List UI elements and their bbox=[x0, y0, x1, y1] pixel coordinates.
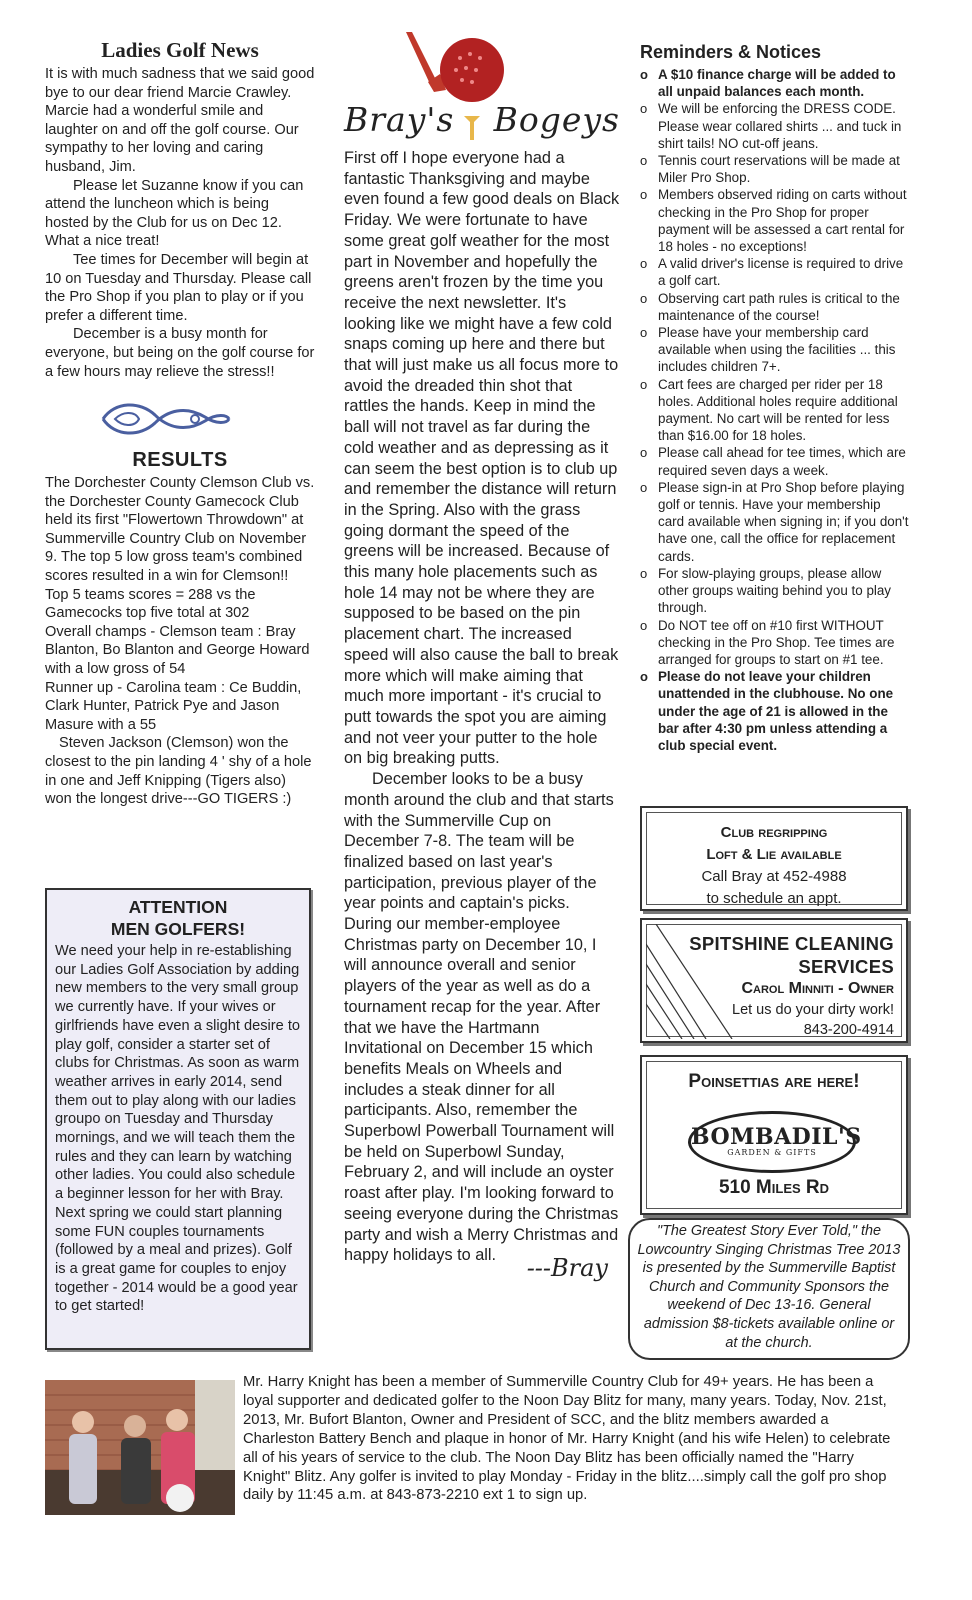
spitshine-title-line2: SERVICES bbox=[798, 956, 894, 977]
regrip-line1: Club regripping bbox=[720, 824, 828, 841]
ladies-paragraph: Tee times for December will begin at 10 on Tuesday and Thursday. Please call the Pro Shop if you plan to play or if you prefer a different time. bbox=[45, 251, 312, 324]
swirl-ornament-icon bbox=[95, 393, 235, 445]
ladies-golf-title: Ladies Golf News bbox=[101, 38, 259, 62]
reminder-item: o Do NOT tee off on #10 first WITHOUT checking in the Pro Shop. Tee times are arranged for groups to start on #1 tee. bbox=[640, 617, 910, 669]
spitshine-phone: 843-200-4914 bbox=[803, 1022, 894, 1038]
results-paragraph: The Dorchester County Clemson Club vs. the Dorchester County Gamecock Club held its first "Flowertown Throwdown" at Summerville Country Club on November 9. The top 5 low gross team's combined scores resulted in a win for Clemson!! bbox=[45, 475, 315, 585]
brays-bogeys-header bbox=[344, 30, 620, 148]
poinsettias-title: Poinsettias are here! bbox=[688, 1071, 860, 1092]
reminders-column bbox=[640, 42, 910, 754]
christmas-tree-text: "The Greatest Story Ever Told," the Lowcountry Singing Christmas Tree 2013 is presented by the Summerville Baptist Church and Community Sponsors the weekend of Dec 13-16. General admission $8-tickets available online or at the church. bbox=[637, 1223, 901, 1351]
reminder-item: o We will be enforcing the DRESS CODE. Please wear collared shirts ... and tuck in shirt tails! NO cut-off jeans. bbox=[640, 100, 910, 152]
ladies-golf-body bbox=[45, 65, 315, 381]
ladies-paragraph: December is a busy month for everyone, but being on the golf course for a few hours may relieve the stress!! bbox=[45, 326, 315, 380]
harry-knight-article: Mr. Harry Knight has been a member of Summerville Country Club for 49+ years. He has been a loyal supporter and dedicated golfer to the Noon Day Blitz for many, many years. Today, Nov. 21st, 2013, Mr. Bufort Blanton, Owner and President of SCC, and the blitz members awarded a Charleston Battery Bench and plaque in honor of Mr. Harry Knight (and his wife Helen) to celebrate all of his years of service to the club. The Noon Day Blitz has been officially named the "Harry Knight" Blitz. Any golfer is invited to play Monday - Friday in the blitz....simply call the golf pro shop daily by 11:45 a.m. at 843-873-2210 ext 1 to sign up. bbox=[243, 1374, 891, 1504]
regripping-ad bbox=[640, 806, 908, 911]
spitshine-tagline: Let us do your dirty work! bbox=[732, 1002, 894, 1018]
brays-title-right: Bogeys bbox=[493, 100, 620, 139]
reminder-item: o Please have your membership card available when using the facilities ... this includes children 7+. bbox=[640, 324, 910, 376]
results-body bbox=[45, 474, 315, 809]
brays-title-left: Bray's bbox=[344, 100, 455, 139]
ladies-golf-column bbox=[45, 38, 315, 809]
poinsettias-address: 510 Miles Rd bbox=[718, 1177, 830, 1198]
harry-knight-photo bbox=[45, 1380, 235, 1515]
reminder-item: o Observing cart path rules is critical to the maintenance of the course! bbox=[640, 290, 910, 324]
ladies-paragraph: Please let Suzanne know if you can attend the luncheon which is being hosted by the Club for us on Dec 12. What a nice treat! bbox=[45, 177, 304, 250]
spitshine-title-line1: SPITSHINE CLEANING bbox=[689, 933, 894, 954]
reminder-item: o A valid driver's license is required to drive a golf cart. bbox=[640, 255, 910, 289]
reminder-item: o Members observed riding on carts without checking in the Pro Shop for proper payment will be assessed a cart rental for 18 holes - no exceptions! bbox=[640, 186, 910, 255]
spitshine-owner: Carol Minniti - Owner bbox=[741, 980, 894, 997]
regrip-note: to schedule an appt. bbox=[706, 890, 842, 907]
christmas-tree-notice bbox=[628, 1218, 910, 1360]
bombadils-logo-sub: GARDEN & GIFTS bbox=[727, 1148, 817, 1157]
results-paragraph: Steven Jackson (Clemson) won the closest to the pin landing 4 ' shy of a hole in one and Jeff Knipping (Tigers also) won the longest drive---GO TIGERS :) bbox=[45, 735, 312, 808]
brays-paragraph: December looks to be a busy month around the club and that starts with the Summerville Cup on December 7-8. The team will be finalized based on last year's participation, previous player of the year points and captain's picks. During our member-employee Christmas party on December 10, I will announce overall and senior players of the year as well as do a tournament recap for the year. After that we have the Hartmann Invitational on December 15 which benefits Meals on Wheels and includes a steak dinner for all participants. Also, remember the Superbowl Powerball Tournament will be held on Superbowl Sunday, February 2, and will include an oyster roast after play. I'm looking forward to seeing everyone during the Christmas party and wish a Merry Christmas and happy holidays to all. bbox=[344, 770, 619, 1265]
results-title: RESULTS bbox=[132, 449, 228, 472]
bombadils-logo bbox=[688, 1111, 862, 1173]
regrip-phone: Call Bray at 452-4988 bbox=[701, 868, 847, 885]
brays-bogeys-column bbox=[344, 30, 620, 1282]
reminder-item: o Please do not leave your children unattended in the clubhouse. No one under the age of 21 is allowed in the bar after 4:30 pm unless attending a club special event. bbox=[640, 668, 910, 754]
results-paragraph: Overall champs - Clemson team : Bray Blanton, Bo Blanton and George Howard with a low gross of 54 bbox=[45, 623, 310, 678]
reminders-title: Reminders & Notices bbox=[640, 42, 822, 62]
reminder-item: o Please call ahead for tee times, which are required seven days a week. bbox=[640, 444, 910, 478]
photo-image bbox=[45, 1380, 235, 1515]
regrip-line2: Loft & Lie available bbox=[706, 846, 842, 863]
reminder-item: o Please sign-in at Pro Shop before playing golf or tennis. Have your membership card available when signing in; if you don't have one, call the office for replacement cards. bbox=[640, 479, 910, 565]
attention-title-line2: MEN GOLFERS! bbox=[110, 919, 246, 939]
ornament-divider bbox=[95, 393, 235, 445]
bombadils-logo-name: BOMBADIL'S bbox=[691, 1124, 862, 1150]
brays-paragraph: First off I hope everyone had a fantastic Thanksgiving and maybe even found a few good deals on Black Friday. We were fortunate to have some great golf weather for the most part in November and hopefully the greens aren't frozen by the time you receive the next newsletter. It's looking like we might have a few cold snaps coming up here and there but that will just make us all focus more to avoid the dreaded thin shot that rattles the hands. Keep in mind the ball will not travel as far during the cold weather and as depressing as it can seem the best option is to club up and remember the distance will return in the Spring. Also with the grass going dormant the speed of the greens will be increased. Because of this many hole placements such as hole 14 may not be where they are supposed to be based on the pin placement chart. The increased speed will also cause the ball to break more which will make aiming that much more important - it's crucial to putt towards the spot you are aiming and not veer your putter to the hole on big breaking putts. bbox=[344, 149, 620, 768]
results-paragraph: Top 5 teams scores = 288 vs the Gamecocks top five total at 302 bbox=[45, 586, 256, 622]
reminder-item: o Tennis court reservations will be made at Miler Pro Shop. bbox=[640, 152, 910, 186]
ladies-paragraph: It is with much sadness that we said good bye to our dear friend Marcie Crawley. Marcie had a wonderful smile and laughter on and off the golf course. Our sympathy to her loving and caring husband, Jim. bbox=[45, 66, 315, 175]
spitshine-ad bbox=[640, 918, 908, 1043]
results-paragraph: Runner up - Carolina team : Ce Buddin, Clark Hunter, Patrick Pye and Jason Masure with a 55 bbox=[45, 679, 302, 733]
brays-body bbox=[344, 148, 620, 1266]
poinsettias-ad bbox=[640, 1055, 908, 1215]
reminder-item: o A $10 finance charge will be added to all unpaid balances each month. bbox=[640, 66, 910, 100]
reminder-item: o For slow-playing groups, please allow other groups waiting behind you to play through. bbox=[640, 565, 910, 617]
attention-men-golfers-box bbox=[45, 888, 311, 1350]
brays-signature: ---Bray bbox=[526, 1253, 608, 1282]
reminder-item: o Cart fees are charged per rider per 18 holes. Additional holes require additional payment. No cart will be rented for less than $16.00 for 18 holes. bbox=[640, 376, 910, 445]
attention-body: We need your help in re-establishing our Ladies Golf Association by adding new members to the very small group we currently have. If your wives or girlfriends have even a slight desire to play golf, consider a starter set of clubs for Christmas. As soon as warm weather arrives in early 2014, send them out to play along with our ladies groupo on Tuesday and Thursday mornings, and we will teach them the rules and they can learn by watching other ladies. You could also schedule a beginner lesson for her with Bray. Next spring we could start planning some FUN couples tournaments (followed by a meal and prizes). Golf is a great game for couples to enjoy together - 2014 would be a good year to get started! bbox=[55, 943, 300, 1315]
reminders-list bbox=[640, 66, 910, 754]
attention-title-line1: ATTENTION bbox=[128, 897, 228, 917]
